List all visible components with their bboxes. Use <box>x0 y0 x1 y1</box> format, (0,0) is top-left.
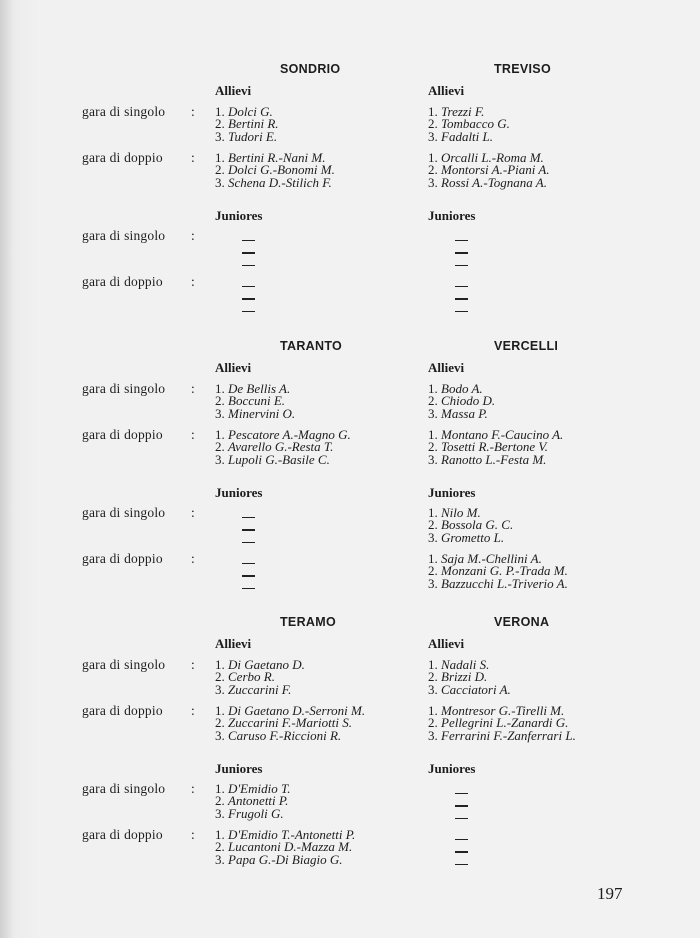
province-teramo-juniores-singolo-entry <box>215 805 291 821</box>
province-vercelli-juniores-singolo-list <box>428 507 513 544</box>
entry-name: Bazzucchi L.-Triverio A. <box>441 575 568 591</box>
province-teramo-allievi-doppio-entry <box>215 727 365 743</box>
entry-rank: 2. <box>215 439 225 455</box>
entry-name: Fadalti L. <box>441 128 494 144</box>
province-taranto-allievi-doppio-entry <box>215 451 351 467</box>
entry-name: Montano F.-Caucino A. <box>441 427 564 442</box>
entry-name: Dolci G. <box>228 104 273 119</box>
province-verona-allievi-doppio-list <box>428 705 576 742</box>
province-taranto-allievi-singolo-list <box>215 383 295 420</box>
row-label-colon: : <box>191 228 195 243</box>
entry-name: Schena D.-Stilich F. <box>228 174 332 190</box>
province-vercelli-allievi-singolo-entry <box>428 405 495 421</box>
category-juniores: Juniores <box>428 208 476 223</box>
entry-rank: 1. <box>428 381 438 396</box>
empty-entry-dash <box>242 575 255 576</box>
empty-entry-dash <box>242 240 255 241</box>
entry-rank: 2. <box>215 669 225 685</box>
row-label-colon: : <box>191 381 195 396</box>
province-vercelli-heading: VERCELLI <box>494 339 559 353</box>
entry-name: Ferrarini F.-Zanferrari L. <box>441 727 576 743</box>
entry-rank: 1. <box>428 703 438 718</box>
province-taranto-allievi-doppio-list <box>215 429 351 466</box>
empty-entry-dash <box>455 805 468 806</box>
entry-rank: 2. <box>428 715 438 731</box>
entry-rank: 3. <box>215 851 225 867</box>
entry-rank: 2. <box>215 116 225 132</box>
entry-rank: 1. <box>215 104 225 119</box>
empty-entry-dash <box>242 252 255 253</box>
empty-entry-dash <box>455 864 468 865</box>
row-label-colon: : <box>191 827 195 842</box>
entry-name: Bertini R. <box>228 116 279 132</box>
row-label-doppio: gara di doppio <box>82 703 163 718</box>
entry-name: Nadali S. <box>441 657 490 672</box>
empty-entry-dash <box>455 793 468 794</box>
entry-name: Di Gaetano D.-Serroni M. <box>228 703 366 718</box>
province-teramo-juniores-singolo-list <box>215 783 291 820</box>
province-treviso-heading: TREVISO <box>494 62 551 76</box>
entry-name: Tombacco G. <box>441 116 510 132</box>
entry-rank: 3. <box>428 575 438 591</box>
entry-rank: 1. <box>428 551 438 566</box>
category-juniores: Juniores <box>428 761 476 776</box>
entry-rank: 1. <box>428 505 438 520</box>
province-teramo-allievi-singolo-entry <box>215 681 305 697</box>
empty-entry-dash <box>242 588 255 589</box>
entry-name: Avarello G.-Resta T. <box>228 439 334 455</box>
empty-entry-dash <box>242 265 255 266</box>
entry-rank: 2. <box>215 393 225 409</box>
row-label-doppio: gara di doppio <box>82 274 163 289</box>
entry-rank: 2. <box>428 439 438 455</box>
province-verona-allievi-singolo-list <box>428 659 511 696</box>
province-treviso-allievi-doppio-entry <box>428 174 550 190</box>
entry-name: Bodo A. <box>441 381 483 396</box>
entry-name: Ranotto L.-Festa M. <box>441 451 547 467</box>
row-label-singolo: gara di singolo <box>82 781 166 796</box>
entry-rank: 3. <box>428 529 438 545</box>
entry-rank: 2. <box>215 793 225 809</box>
entry-rank: 1. <box>428 104 438 119</box>
entry-name: Caruso F.-Riccioni R. <box>228 727 342 743</box>
province-teramo-juniores-doppio-list <box>215 829 355 866</box>
entry-rank: 1. <box>215 781 225 796</box>
empty-entry-dash <box>242 542 255 543</box>
row-label-doppio: gara di doppio <box>82 427 163 442</box>
category-juniores: Juniores <box>428 485 476 500</box>
entry-name: Nilo M. <box>441 505 481 520</box>
row-label-colon: : <box>191 505 195 520</box>
empty-entry-dash <box>242 286 255 287</box>
entry-rank: 3. <box>428 727 438 743</box>
page-number: 197 <box>597 884 623 903</box>
entry-name: Boccuni E. <box>228 393 286 409</box>
entry-name: Cerbo R. <box>228 669 275 685</box>
province-treviso-allievi-singolo-list <box>428 106 510 143</box>
row-label-colon: : <box>191 551 195 566</box>
entry-name: Brizzi D. <box>441 669 488 685</box>
province-verona-heading: VERONA <box>494 615 550 629</box>
entry-name: Chiodo D. <box>441 393 496 409</box>
category-allievi: Allievi <box>428 360 465 375</box>
empty-entry-dash <box>455 839 468 840</box>
category-allievi: Allievi <box>215 83 252 98</box>
entry-name: Antonetti P. <box>228 793 289 809</box>
row-label-singolo: gara di singolo <box>82 657 166 672</box>
entry-rank: 3. <box>215 174 225 190</box>
entry-name: Zuccarini F.-Mariotti S. <box>228 715 352 731</box>
entry-rank: 3. <box>215 727 225 743</box>
entry-rank: 2. <box>428 162 438 178</box>
province-sondrio-allievi-doppio-list <box>215 152 335 189</box>
row-label-colon: : <box>191 104 195 119</box>
entry-name: Monzani G. P.-Trada M. <box>441 563 568 579</box>
row-label-colon: : <box>191 150 195 165</box>
entry-name: Tudori E. <box>228 128 278 144</box>
entry-name: Pellegrini L.-Zanardi G. <box>441 715 569 731</box>
province-vercelli-allievi-doppio-entry <box>428 451 563 467</box>
empty-entry-dash <box>455 851 468 852</box>
province-sondrio-allievi-singolo-entry <box>215 128 279 144</box>
entry-rank: 1. <box>428 427 438 442</box>
row-label-doppio: gara di doppio <box>82 827 163 842</box>
empty-entry-dash <box>242 517 255 518</box>
entry-name: Cacciatori A. <box>441 681 511 697</box>
entry-rank: 3. <box>215 805 225 821</box>
province-sondrio-allievi-singolo-list <box>215 106 279 143</box>
entry-rank: 1. <box>215 150 225 165</box>
province-taranto-heading: TARANTO <box>280 339 343 353</box>
entry-rank: 2. <box>428 393 438 409</box>
entry-rank: 3. <box>215 128 225 144</box>
row-label-doppio: gara di doppio <box>82 551 163 566</box>
entry-rank: 3. <box>215 451 225 467</box>
entry-rank: 1. <box>215 381 225 396</box>
row-label-singolo: gara di singolo <box>82 228 166 243</box>
entry-rank: 2. <box>428 116 438 132</box>
entry-rank: 1. <box>428 150 438 165</box>
row-label-singolo: gara di singolo <box>82 505 166 520</box>
row-label-colon: : <box>191 657 195 672</box>
entry-rank: 2. <box>428 669 438 685</box>
province-teramo-juniores-doppio-entry <box>215 851 355 867</box>
province-treviso-allievi-doppio-list <box>428 152 550 189</box>
row-label-doppio: gara di doppio <box>82 150 163 165</box>
province-teramo-heading: TERAMO <box>280 615 336 629</box>
empty-entry-dash <box>455 265 468 266</box>
province-verona-allievi-singolo-entry <box>428 681 511 697</box>
province-vercelli-juniores-doppio-list <box>428 553 568 590</box>
entry-rank: 1. <box>215 657 225 672</box>
entry-name: Pescatore A.-Magno G. <box>228 427 351 442</box>
entry-name: Saja M.-Chellini A. <box>441 551 542 566</box>
entry-rank: 1. <box>428 657 438 672</box>
category-juniores: Juniores <box>215 208 263 223</box>
category-juniores: Juniores <box>215 761 263 776</box>
entry-name: D'Emidio T. <box>228 781 291 796</box>
entry-name: Zuccarini F. <box>228 681 292 697</box>
entry-rank: 2. <box>215 715 225 731</box>
province-sondrio-heading: SONDRIO <box>280 62 341 76</box>
entry-name: Grometto L. <box>441 529 505 545</box>
category-allievi: Allievi <box>215 360 252 375</box>
entry-name: Bossola G. C. <box>441 517 514 533</box>
empty-entry-dash <box>455 240 468 241</box>
category-allievi: Allievi <box>428 636 465 651</box>
province-sondrio-allievi-doppio-entry <box>215 174 335 190</box>
entry-rank: 2. <box>428 517 438 533</box>
entry-rank: 1. <box>215 427 225 442</box>
province-verona-allievi-doppio-entry <box>428 727 576 743</box>
entry-rank: 1. <box>215 827 225 842</box>
row-label-colon: : <box>191 274 195 289</box>
province-vercelli-allievi-singolo-list <box>428 383 495 420</box>
row-label-colon: : <box>191 781 195 796</box>
row-label-colon: : <box>191 703 195 718</box>
empty-entry-dash <box>242 563 255 564</box>
entry-rank: 3. <box>428 681 438 697</box>
entry-name: Bertini R.-Nani M. <box>228 150 326 165</box>
province-teramo-allievi-doppio-list <box>215 705 365 742</box>
entry-name: Dolci G.-Bonomi M. <box>228 162 335 178</box>
province-treviso-allievi-singolo-entry <box>428 128 510 144</box>
entry-rank: 3. <box>428 128 438 144</box>
empty-entry-dash <box>242 311 255 312</box>
empty-entry-dash <box>455 298 468 299</box>
province-vercelli-juniores-singolo-entry <box>428 529 513 545</box>
entry-name: Minervini O. <box>228 405 296 421</box>
entry-name: Trezzi F. <box>441 104 485 119</box>
row-label-singolo: gara di singolo <box>82 381 166 396</box>
empty-entry-dash <box>455 286 468 287</box>
entry-name: Orcalli L.-Roma M. <box>441 150 544 165</box>
entry-name: Lupoli G.-Basile C. <box>228 451 330 467</box>
entry-rank: 2. <box>215 839 225 855</box>
empty-entry-dash <box>455 252 468 253</box>
entry-name: Rossi A.-Tognana A. <box>441 174 547 190</box>
entry-name: De Bellis A. <box>228 381 291 396</box>
entry-rank: 3. <box>215 405 225 421</box>
row-label-singolo: gara di singolo <box>82 104 166 119</box>
entry-name: Lucantoni D.-Mazza M. <box>228 839 353 855</box>
empty-entry-dash <box>455 818 468 819</box>
entry-rank: 1. <box>215 703 225 718</box>
province-teramo-allievi-singolo-list <box>215 659 305 696</box>
province-taranto-allievi-singolo-entry <box>215 405 296 421</box>
empty-entry-dash <box>455 311 468 312</box>
entry-name: D'Emidio T.-Antonetti P. <box>228 827 356 842</box>
entry-name: Frugoli G. <box>228 805 284 821</box>
entry-rank: 2. <box>428 563 438 579</box>
entry-name: Di Gaetano D. <box>228 657 305 672</box>
entry-name: Massa P. <box>441 405 488 421</box>
empty-entry-dash <box>242 298 255 299</box>
category-juniores: Juniores <box>215 485 263 500</box>
entry-name: Montorsi A.-Piani A. <box>441 162 550 178</box>
entry-rank: 3. <box>428 405 438 421</box>
entry-rank: 3. <box>428 451 438 467</box>
category-allievi: Allievi <box>215 636 252 651</box>
entry-rank: 3. <box>215 681 225 697</box>
entry-rank: 2. <box>215 162 225 178</box>
entry-name: Papa G.-Di Biagio G. <box>228 851 343 867</box>
entry-rank: 3. <box>428 174 438 190</box>
province-vercelli-juniores-doppio-entry <box>428 575 568 591</box>
province-vercelli-allievi-doppio-list <box>428 429 563 466</box>
entry-name: Montresor G.-Tirelli M. <box>441 703 565 718</box>
empty-entry-dash <box>242 529 255 530</box>
entry-name: Tosetti R.-Bertone V. <box>441 439 548 455</box>
category-allievi: Allievi <box>428 83 465 98</box>
row-label-colon: : <box>191 427 195 442</box>
